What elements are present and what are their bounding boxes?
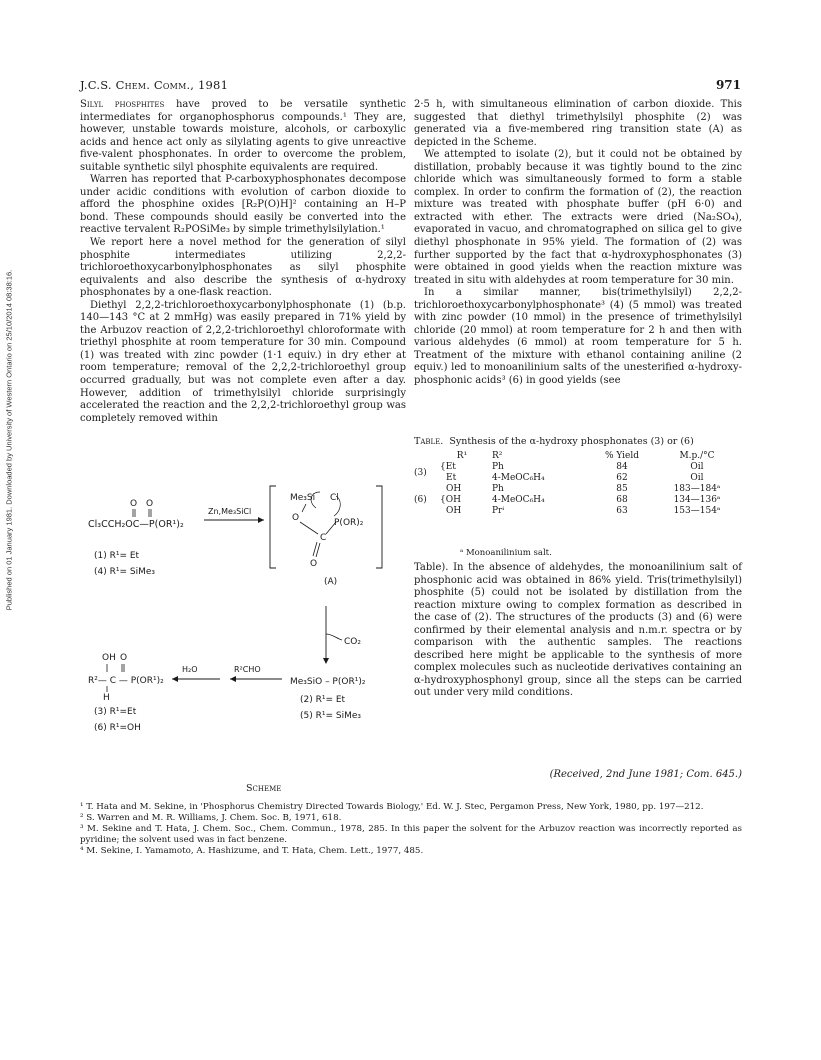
compound-3-formula: R²— C — P(OR¹)₂ [88,676,164,686]
left-column [80,99,406,425]
hydroxy-oh-label: OH [102,653,116,663]
received-date: (Received, 2nd June 1981; Com. 645.) [549,769,742,780]
phosphoryl-o-label: O [120,653,128,663]
ts-phosphorus: P(OR)₂ [334,518,364,528]
carbonyl-o-label: O [130,499,138,509]
reagent-label: Zn,Me₃SiCl [208,507,252,516]
paragraph: We report here a novel method for the generation of silyl phosphite intermediates utilizing 2,2,2-trichloroethoxycarbonylphosphonates as silyl phosphite equivalents and also describe the synthesis of α-hydroxy phosphonates by a one-flask reaction. [80,237,406,299]
ts-me3si: Me₃Si [290,493,316,503]
table-header: R¹ [456,451,468,461]
paragraph: Silyl phosphites have proved to be versatile synthetic intermediates for organophosphorus compounds.¹ They are, however, unstable towards moisture, alcohols, or carboxylic acids and hence act only as silylating agents to give unreactive five-valent phosphonates. In order to overcome the problem, suitable synthetic silyl phosphite equivalents are required. [80,99,406,173]
compound-3-label: (3) R¹=Et [94,707,137,717]
ts-carbonyl-o: O [310,559,318,569]
table-row: Et 4-MeOC₆H₄ 62 Oil [446,473,704,483]
paragraph: In a similar manner, bis(trimethylsilyl) 2,2,2-trichloroethoxycarbonylphosphonate³ (4) (5 mmol) was treated with zinc powder (10 mmol) in the presence of trimethylsilyl chloride (20 mmol) at room temperature for 2 h and then with various aldehydes (6 mmol) at room temperature for 5 h. Treatment of the mixture with ethanol containing aniline (2 equiv.) led to monoanilinium salts of the unesterified α-hydroxy-phosphonic acids³ (6) in good yields (see [414,287,742,387]
table-header: R² [492,451,503,461]
yield-table [414,451,742,517]
aldehyde-reagent: R²CHO [234,665,261,674]
row-group-label: (6) [414,495,427,505]
ts-label: (A) [324,577,338,587]
download-watermark [3,205,15,675]
table-header-row [414,451,742,462]
reference-item: ³ M. Sekine and T. Hata, J. Chem. Soc., Chem. Commun., 1978, 285. In this paper the solvent for the Arbuzov reaction was incorrectly reported as pyridine; the solvent used was in fact benzene. [80,824,742,845]
reference-item: ² S. Warren and M. R. Williams, J. Chem. Soc. B, 1971, 618. [80,813,342,823]
paragraph: Table). In the absence of aldehydes, the monoanilinium salt of phosphonic acid was obtained in 86% yield. Tris(trimethylsilyl) phosphite (5) could not be isolated by distillation from the reaction mixture owing to complex formation as described in the case of (2). The structures of the products (3) and (6) were confirmed by their elemental analysis and n.m.r. spectra or by comparison with the authentic samples. The reactions described here might be applicable to the synthesis of more complex molecules such as nucleotide derivatives containing an α-hydroxyphosphonyl group, since all the steps can be carried out under very mild conditions. [414,562,742,699]
right-column [414,99,742,388]
compound-2-formula: Me₃SiO – P(OR¹)₂ [290,677,366,687]
table-row: (3) {Et Ph 84 Oil [414,462,742,473]
reference-item: ¹ T. Hata and M. Sekine, in 'Phosphorus Chemistry Directed Towards Biology,' Ed. W. J. Stec, Pergamon Press, New York, 1980, pp. 197—212. [80,802,704,812]
paragraph: We attempted to isolate (2), but it could not be obtained by distillation, probably because it was tightly bound to the zinc chloride which was simultaneously formed to form a stable complex. In order to confirm the formation of (2), the reaction mixture was treated with phosphate buffer (pH 6·0) and extracted with ether. The extracts were dried (Na₂SO₄), evaporated in vacuo, and chromatographed on silica gel to give diethyl phosphonate in 95% yield. The formation of (2) was further supported by the fact that α-hydroxyphosphonates (3) were obtained in good yields when the reaction mixture was treated in situ with aldehydes at room temperature for 30 min. [414,149,742,286]
scheme-caption: Scheme [246,783,282,794]
co2-label: CO₂ [344,637,361,647]
table-row: (6) OH Ph 85 183—184ᵃ [414,484,742,495]
paragraph: Diethyl 2,2,2-trichloroethoxycarbonylphosphonate (1) (b.p. 140—143 °C at 2 mmHg) was easily prepared in 71% yield by the Arbuzov reaction of 2,2,2-trichloroethyl chloroformate with triethyl phosphite at room temperature for 30 min. Compound (1) was treated with zinc powder (1·1 equiv.) in dry ether at room temperature; removal of the 2,2,2-trichloroethyl group occurred gradually, but was not complete even after a day. However, addition of trimethylsilyl chloride surprisingly accelerated the reaction and the 2,2,2-trichloroethyl group was completely removed within [80,299,406,424]
table-row: {OH 4-MeOC₆H₄ 68 134—136ᵃ [440,495,721,505]
table-row: OH Prⁱ 63 153—154ᵃ [446,506,721,516]
compound-6-label: (6) R¹=OH [94,723,141,733]
compound-4-label: (4) R¹= SiMe₃ [94,567,155,577]
reference-item: ⁴ M. Sekine, I. Yamamoto, A. Hashizume, and T. Hata, Chem. Lett., 1977, 485. [80,846,424,856]
table-caption: Table. Synthesis of the α-hydroxy phosphonates (3) or (6) [414,436,694,447]
download-watermark-text: Published on 01 January 1981. Downloaded by University of Western Ontario on 25/10/2014 08:38:16. [4,269,14,611]
carbonyl-o-label: O [146,499,154,509]
paragraph: Warren has reported that P-carboxyphosphonates decompose under acidic conditions with evolution of carbon dioxide to afford the phosphine oxides [R₂P(O)H]² containing an H–P bond. These compounds should easily be converted into the reactive tervalent R₂POSiMe₃ by simple trimethylsilylation.¹ [80,174,406,236]
table-header: M.p./°C [679,451,715,461]
table-header: % Yield [604,451,640,461]
table-footnote: ᵃ Monoanilinium salt. [460,548,552,558]
journal-header: J.C.S. Chem. Comm., 1981 [80,78,229,92]
compound-5-label: (5) R¹= SiMe₃ [300,711,361,721]
ts-oxygen: O [292,513,300,523]
row-group-label: (3) [414,467,427,478]
right-column-continued [414,562,742,700]
paragraph: 2·5 h, with simultaneous elimination of carbon dioxide. This suggested that diethyl trimethylsilyl phosphite (2) was generated via a five-membered ring transition state (A) as depicted in the Scheme. [414,99,742,148]
references [80,802,742,857]
reaction-scheme [80,478,406,798]
alpha-h-label: H [103,693,110,703]
page-number: 971 [715,78,741,92]
water-reagent: H₂O [182,665,198,674]
compound-2-label: (2) R¹= Et [300,695,346,705]
ts-carbon: C [320,533,327,543]
compound-1-label: (1) R¹= Et [94,551,140,561]
ts-cl-label: Cl [330,493,339,503]
compound-1-formula: Cl₃CCH₂OC—P(OR¹)₂ [88,519,184,530]
